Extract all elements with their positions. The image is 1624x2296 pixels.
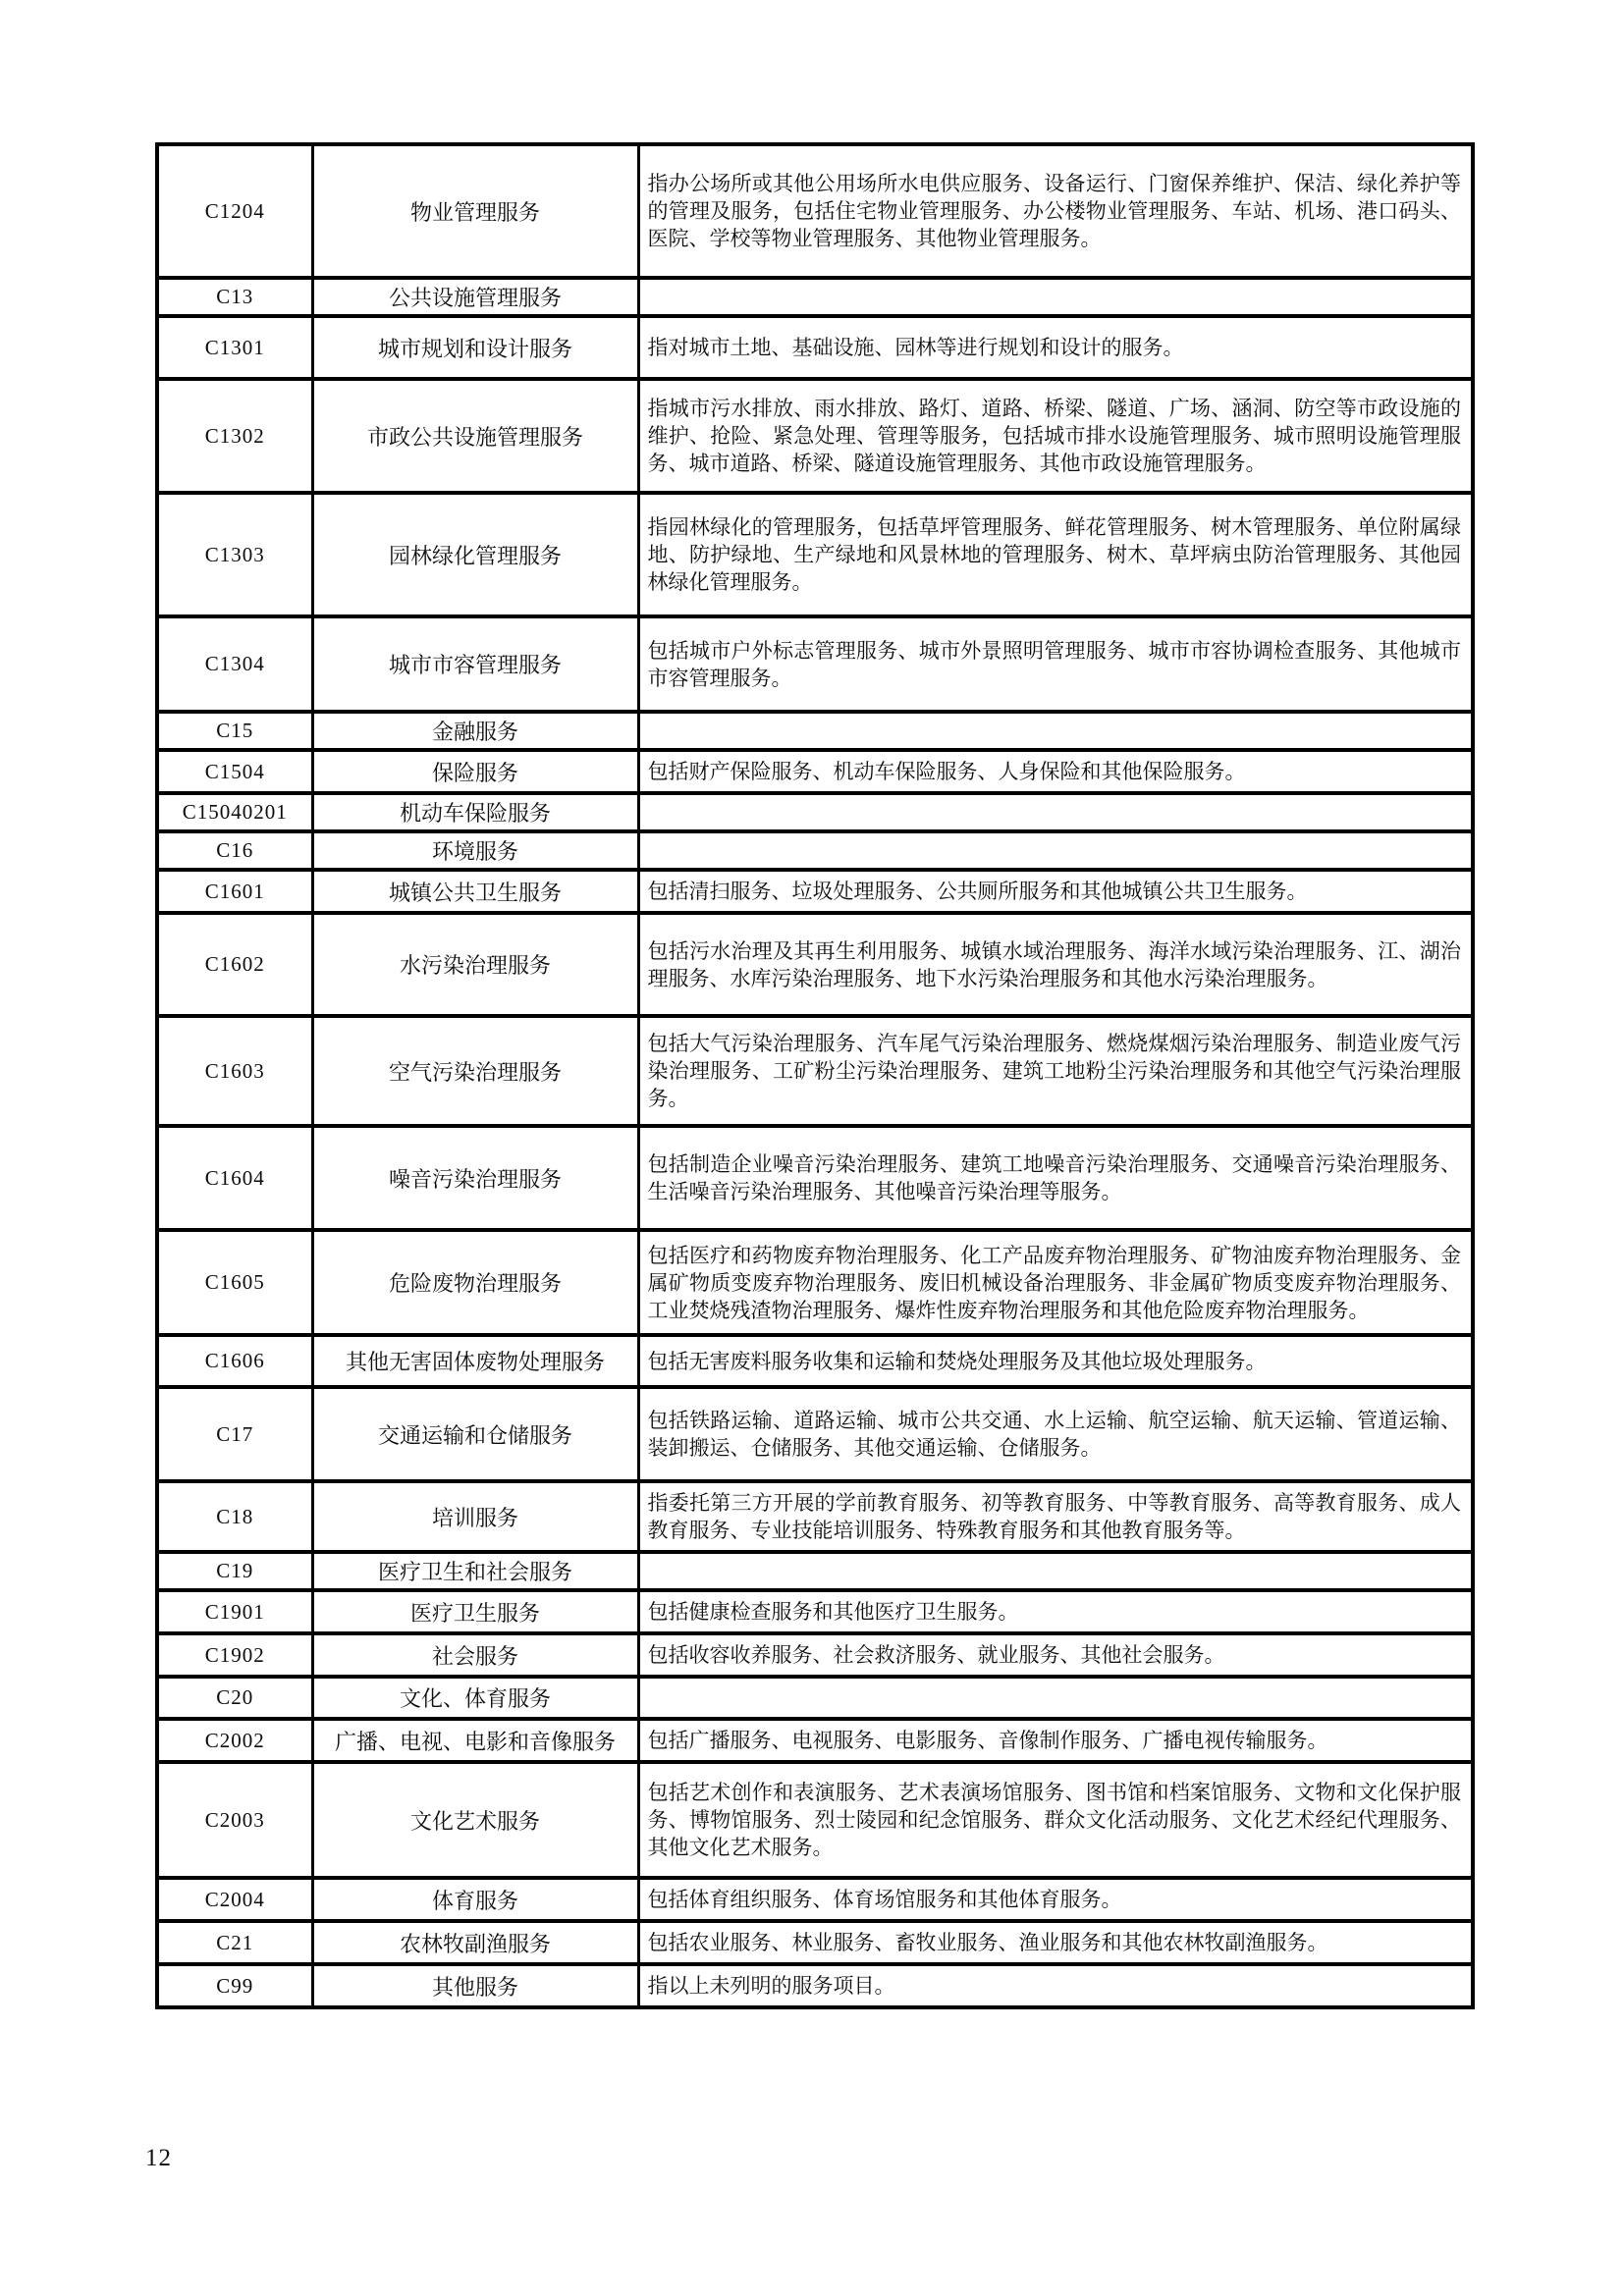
category-description-cell: 指办公场所或其他公用场所水电供应服务、设备运行、门窗保养维护、保洁、绿化养护等的管理及服务，包括住宅物业管理服务、办公楼物业管理服务、车站、机场、港口码头、医院、学校等物业管理服务、其他物业管理服务。 <box>638 144 1473 278</box>
category-code-cell: C1603 <box>157 1016 312 1126</box>
category-code-cell: C19 <box>157 1552 312 1590</box>
category-name-cell: 公共设施管理服务 <box>312 278 638 316</box>
category-name-cell: 城镇公共卫生服务 <box>312 870 638 913</box>
category-code-cell: C2002 <box>157 1719 312 1762</box>
category-code-cell: C1301 <box>157 316 312 379</box>
category-code-cell: C1901 <box>157 1590 312 1633</box>
category-code-cell: C99 <box>157 1964 312 2007</box>
table-row <box>157 1633 1473 1677</box>
category-code-cell: C1304 <box>157 616 312 712</box>
category-name-cell: 危险废物治理服务 <box>312 1230 638 1335</box>
category-code-cell: C1606 <box>157 1335 312 1387</box>
category-description-cell: 包括铁路运输、道路运输、城市公共交通、水上运输、航空运输、航天运输、管道运输、装卸搬运、仓储服务、其他交通运输、仓储服务。 <box>638 1387 1473 1481</box>
category-description-cell: 包括收容收养服务、社会救济服务、就业服务、其他社会服务。 <box>638 1633 1473 1677</box>
category-code-cell: C1602 <box>157 913 312 1016</box>
category-description-cell: 包括艺术创作和表演服务、艺术表演场馆服务、图书馆和档案馆服务、文物和文化保护服务、博物馆服务、烈士陵园和纪念馆服务、群众文化活动服务、文化艺术经纪代理服务、其他文化艺术服务。 <box>638 1762 1473 1878</box>
category-code-cell: C1604 <box>157 1126 312 1230</box>
category-code-cell: C21 <box>157 1921 312 1964</box>
category-name-cell: 空气污染治理服务 <box>312 1016 638 1126</box>
category-name-cell: 园林绿化管理服务 <box>312 493 638 616</box>
table-row <box>157 1719 1473 1762</box>
table-row <box>157 1387 1473 1481</box>
category-code-cell: C15 <box>157 712 312 750</box>
table-row <box>157 616 1473 712</box>
category-description-cell: 指委托第三方开展的学前教育服务、初等教育服务、中等教育服务、高等教育服务、成人教育服务、专业技能培训服务、特殊教育服务和其他教育服务等。 <box>638 1481 1473 1552</box>
category-name-cell: 环境服务 <box>312 831 638 870</box>
category-description-cell <box>638 793 1473 831</box>
classification-table <box>155 142 1475 2009</box>
category-code-cell: C1204 <box>157 144 312 278</box>
category-name-cell: 机动车保险服务 <box>312 793 638 831</box>
category-description-cell: 包括城市户外标志管理服务、城市外景照明管理服务、城市市容协调检查服务、其他城市市容管理服务。 <box>638 616 1473 712</box>
table-row <box>157 1964 1473 2007</box>
table-row <box>157 831 1473 870</box>
category-description-cell <box>638 831 1473 870</box>
category-description-cell: 包括污水治理及其再生利用服务、城镇水域治理服务、海洋水域污染治理服务、江、湖治理服务、水库污染治理服务、地下水污染治理服务和其他水污染治理服务。 <box>638 913 1473 1016</box>
category-description-cell: 包括广播服务、电视服务、电影服务、音像制作服务、广播电视传输服务。 <box>638 1719 1473 1762</box>
category-name-cell: 其他服务 <box>312 1964 638 2007</box>
category-name-cell: 培训服务 <box>312 1481 638 1552</box>
category-code-cell: C2003 <box>157 1762 312 1878</box>
table-row <box>157 793 1473 831</box>
category-code-cell: C1902 <box>157 1633 312 1677</box>
category-description-cell: 包括无害废料服务收集和运输和焚烧处理服务及其他垃圾处理服务。 <box>638 1335 1473 1387</box>
table-row <box>157 379 1473 493</box>
category-name-cell: 市政公共设施管理服务 <box>312 379 638 493</box>
category-description-cell: 指以上未列明的服务项目。 <box>638 1964 1473 2007</box>
table-row <box>157 750 1473 793</box>
table-row <box>157 1126 1473 1230</box>
category-name-cell: 金融服务 <box>312 712 638 750</box>
category-code-cell: C1601 <box>157 870 312 913</box>
category-description-cell: 指园林绿化的管理服务，包括草坪管理服务、鲜花管理服务、树木管理服务、单位附属绿地、防护绿地、生产绿地和风景林地的管理服务、树木、草坪病虫防治管理服务、其他园林绿化管理服务。 <box>638 493 1473 616</box>
table-row <box>157 1016 1473 1126</box>
table-row <box>157 870 1473 913</box>
category-description-cell: 包括财产保险服务、机动车保险服务、人身保险和其他保险服务。 <box>638 750 1473 793</box>
category-name-cell: 广播、电视、电影和音像服务 <box>312 1719 638 1762</box>
category-name-cell: 物业管理服务 <box>312 144 638 278</box>
table-row <box>157 1552 1473 1590</box>
table-row <box>157 1230 1473 1335</box>
category-description-cell: 包括健康检查服务和其他医疗卫生服务。 <box>638 1590 1473 1633</box>
category-description-cell: 包括清扫服务、垃圾处理服务、公共厕所服务和其他城镇公共卫生服务。 <box>638 870 1473 913</box>
category-code-cell: C1303 <box>157 493 312 616</box>
category-code-cell: C17 <box>157 1387 312 1481</box>
category-description-cell <box>638 1552 1473 1590</box>
category-name-cell: 保险服务 <box>312 750 638 793</box>
table-row <box>157 278 1473 316</box>
category-description-cell: 指城市污水排放、雨水排放、路灯、道路、桥梁、隧道、广场、涵洞、防空等市政设施的维护、抢险、紧急处理、管理等服务，包括城市排水设施管理服务、城市照明设施管理服务、城市道路、桥梁、隧道设施管理服务、其他市政设施管理服务。 <box>638 379 1473 493</box>
category-code-cell: C1605 <box>157 1230 312 1335</box>
category-description-cell: 包括大气污染治理服务、汽车尾气污染治理服务、燃烧煤烟污染治理服务、制造业废气污染治理服务、工矿粉尘污染治理服务、建筑工地粉尘污染治理服务和其他空气污染治理服务。 <box>638 1016 1473 1126</box>
category-description-cell: 包括体育组织服务、体育场馆服务和其他体育服务。 <box>638 1878 1473 1921</box>
category-name-cell: 水污染治理服务 <box>312 913 638 1016</box>
category-description-cell <box>638 712 1473 750</box>
category-name-cell: 噪音污染治理服务 <box>312 1126 638 1230</box>
category-name-cell: 体育服务 <box>312 1878 638 1921</box>
table-row <box>157 1677 1473 1719</box>
category-code-cell: C13 <box>157 278 312 316</box>
category-code-cell: C15040201 <box>157 793 312 831</box>
category-description-cell: 包括制造企业噪音污染治理服务、建筑工地噪音污染治理服务、交通噪音污染治理服务、生活噪音污染治理服务、其他噪音污染治理等服务。 <box>638 1126 1473 1230</box>
category-name-cell: 医疗卫生和社会服务 <box>312 1552 638 1590</box>
table-row <box>157 144 1473 278</box>
category-name-cell: 城市市容管理服务 <box>312 616 638 712</box>
table-row <box>157 1878 1473 1921</box>
table-row <box>157 712 1473 750</box>
category-code-cell: C20 <box>157 1677 312 1719</box>
table-row <box>157 1590 1473 1633</box>
category-name-cell: 农林牧副渔服务 <box>312 1921 638 1964</box>
page-number: 12 <box>145 2145 172 2171</box>
category-name-cell: 其他无害固体废物处理服务 <box>312 1335 638 1387</box>
classification-table-body <box>157 144 1473 2007</box>
category-name-cell: 社会服务 <box>312 1633 638 1677</box>
table-row <box>157 316 1473 379</box>
category-description-cell <box>638 278 1473 316</box>
table-row <box>157 493 1473 616</box>
category-code-cell: C1504 <box>157 750 312 793</box>
table-row <box>157 1481 1473 1552</box>
category-name-cell: 交通运输和仓储服务 <box>312 1387 638 1481</box>
category-code-cell: C1302 <box>157 379 312 493</box>
category-code-cell: C18 <box>157 1481 312 1552</box>
category-code-cell: C2004 <box>157 1878 312 1921</box>
category-code-cell: C16 <box>157 831 312 870</box>
category-description-cell <box>638 1677 1473 1719</box>
table-row <box>157 1921 1473 1964</box>
table-row <box>157 913 1473 1016</box>
category-description-cell: 包括农业服务、林业服务、畜牧业服务、渔业服务和其他农林牧副渔服务。 <box>638 1921 1473 1964</box>
table-row <box>157 1335 1473 1387</box>
category-name-cell: 医疗卫生服务 <box>312 1590 638 1633</box>
category-name-cell: 文化艺术服务 <box>312 1762 638 1878</box>
category-description-cell: 包括医疗和药物废弃物治理服务、化工产品废弃物治理服务、矿物油废弃物治理服务、金属矿物质变废弃物治理服务、废旧机械设备治理服务、非金属矿物质变废弃物治理服务、工业焚烧残渣物治理服务、爆炸性废弃物治理服务和其他危险废弃物治理服务。 <box>638 1230 1473 1335</box>
category-name-cell: 城市规划和设计服务 <box>312 316 638 379</box>
category-description-cell: 指对城市土地、基础设施、园林等进行规划和设计的服务。 <box>638 316 1473 379</box>
table-row <box>157 1762 1473 1878</box>
category-name-cell: 文化、体育服务 <box>312 1677 638 1719</box>
